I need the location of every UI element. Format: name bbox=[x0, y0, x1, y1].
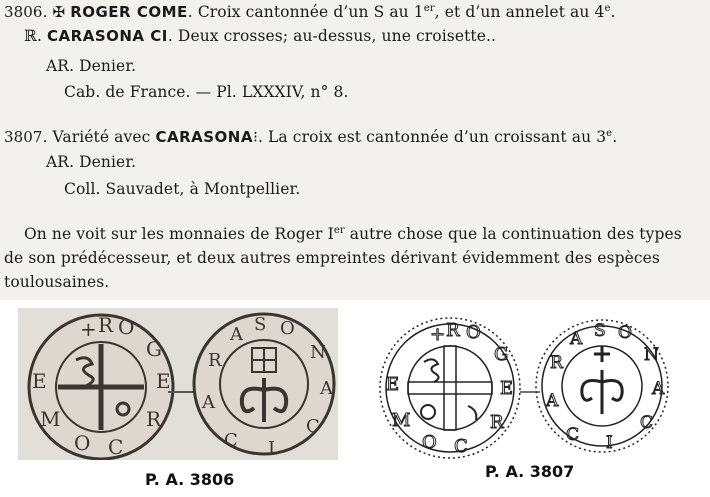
svg-text:R: R bbox=[550, 353, 563, 373]
reverse-mark: ℝ. bbox=[24, 27, 43, 45]
svg-text:A: A bbox=[570, 329, 583, 349]
svg-text:E: E bbox=[156, 369, 171, 393]
svg-text:O: O bbox=[74, 431, 91, 455]
obverse-legend: ROGER COME bbox=[70, 3, 188, 21]
entry-3807-reference: Coll. Sauvadet, à Montpellier. bbox=[64, 180, 301, 198]
coin-pair-3806-illustration bbox=[18, 308, 338, 460]
svg-text:M: M bbox=[40, 407, 61, 431]
reverse-description: . Deux crosses; au-dessus, une croisette.. bbox=[167, 27, 497, 45]
legend: CARASONA bbox=[155, 128, 253, 146]
entry-3806-line-1: 3806. ✠ ROGER COME. Croix cantonnée d’un S au 1er, et d’un annelet au 4e. bbox=[4, 2, 616, 21]
svg-text:C: C bbox=[454, 436, 468, 457]
caption-left: P. A. 3806 bbox=[145, 470, 235, 489]
entry-3806-line-2 bbox=[24, 26, 496, 46]
svg-text:R: R bbox=[146, 407, 162, 431]
svg-text:G: G bbox=[494, 344, 509, 365]
svg-text:C: C bbox=[306, 416, 320, 437]
cross-symbol: ✠ bbox=[52, 3, 66, 21]
svg-text:+: + bbox=[430, 324, 446, 345]
description: Variété avec bbox=[52, 128, 151, 146]
entry-3806-metal: AR. Denier. bbox=[46, 57, 137, 75]
paragraph-line-3: toulousaines. bbox=[4, 273, 110, 291]
svg-text:C: C bbox=[566, 425, 580, 445]
svg-text:O: O bbox=[422, 432, 437, 453]
obverse-coin bbox=[29, 313, 173, 459]
entry-number: 3806. bbox=[4, 3, 48, 21]
entry-number: 3807. bbox=[4, 128, 48, 146]
svg-text:C: C bbox=[224, 430, 238, 451]
svg-text:C: C bbox=[640, 413, 654, 433]
svg-text:E: E bbox=[500, 378, 514, 399]
svg-text:O: O bbox=[618, 323, 632, 343]
svg-text:O: O bbox=[466, 322, 481, 343]
caption-right: P. A. 3807 bbox=[485, 462, 575, 481]
svg-text:R: R bbox=[98, 313, 114, 337]
entry-3807-metal: AR. Denier. bbox=[46, 153, 137, 171]
svg-text:G: G bbox=[146, 337, 162, 361]
reverse-legend: CARASONA CI bbox=[47, 27, 168, 45]
svg-text:A: A bbox=[320, 378, 333, 399]
svg-text:O: O bbox=[118, 315, 135, 339]
svg-text:N: N bbox=[310, 342, 326, 363]
entry-3807-line-1: 3807. Variété avec CARASONA⁝. La croix est cantonnée d’un croissant au 3e. bbox=[4, 127, 618, 146]
coin-pair-3807-illustration bbox=[372, 308, 672, 460]
svg-text:O: O bbox=[280, 318, 295, 339]
svg-text:R: R bbox=[208, 350, 222, 371]
svg-text:R: R bbox=[446, 320, 460, 341]
svg-text:E: E bbox=[386, 374, 400, 395]
svg-text:N: N bbox=[644, 345, 659, 365]
svg-text:A: A bbox=[230, 324, 243, 345]
svg-text:M: M bbox=[392, 410, 411, 431]
entry-3806-reference: Cab. de France. — Pl. LXXXIV, n° 8. bbox=[64, 83, 349, 101]
svg-text:S: S bbox=[254, 314, 267, 335]
svg-text:A: A bbox=[546, 391, 559, 411]
description: . Croix cantonnée d’un S au 1 bbox=[187, 3, 424, 21]
svg-text:E: E bbox=[32, 369, 47, 393]
svg-text:A: A bbox=[652, 379, 665, 399]
svg-text:C: C bbox=[108, 435, 124, 459]
paragraph-line-1: On ne voit sur les monnaies de Roger Ier autre chose que la continuation des types bbox=[24, 224, 682, 243]
paragraph-line-2: de son prédécesseur, et deux autres empreintes dérivant évidemment des espèces bbox=[4, 249, 660, 267]
svg-text:I: I bbox=[268, 438, 276, 459]
svg-text:S: S bbox=[594, 321, 606, 341]
svg-text:A: A bbox=[202, 392, 215, 413]
svg-text:I: I bbox=[606, 433, 613, 453]
svg-text:+: + bbox=[80, 317, 97, 341]
svg-text:R: R bbox=[490, 412, 504, 433]
